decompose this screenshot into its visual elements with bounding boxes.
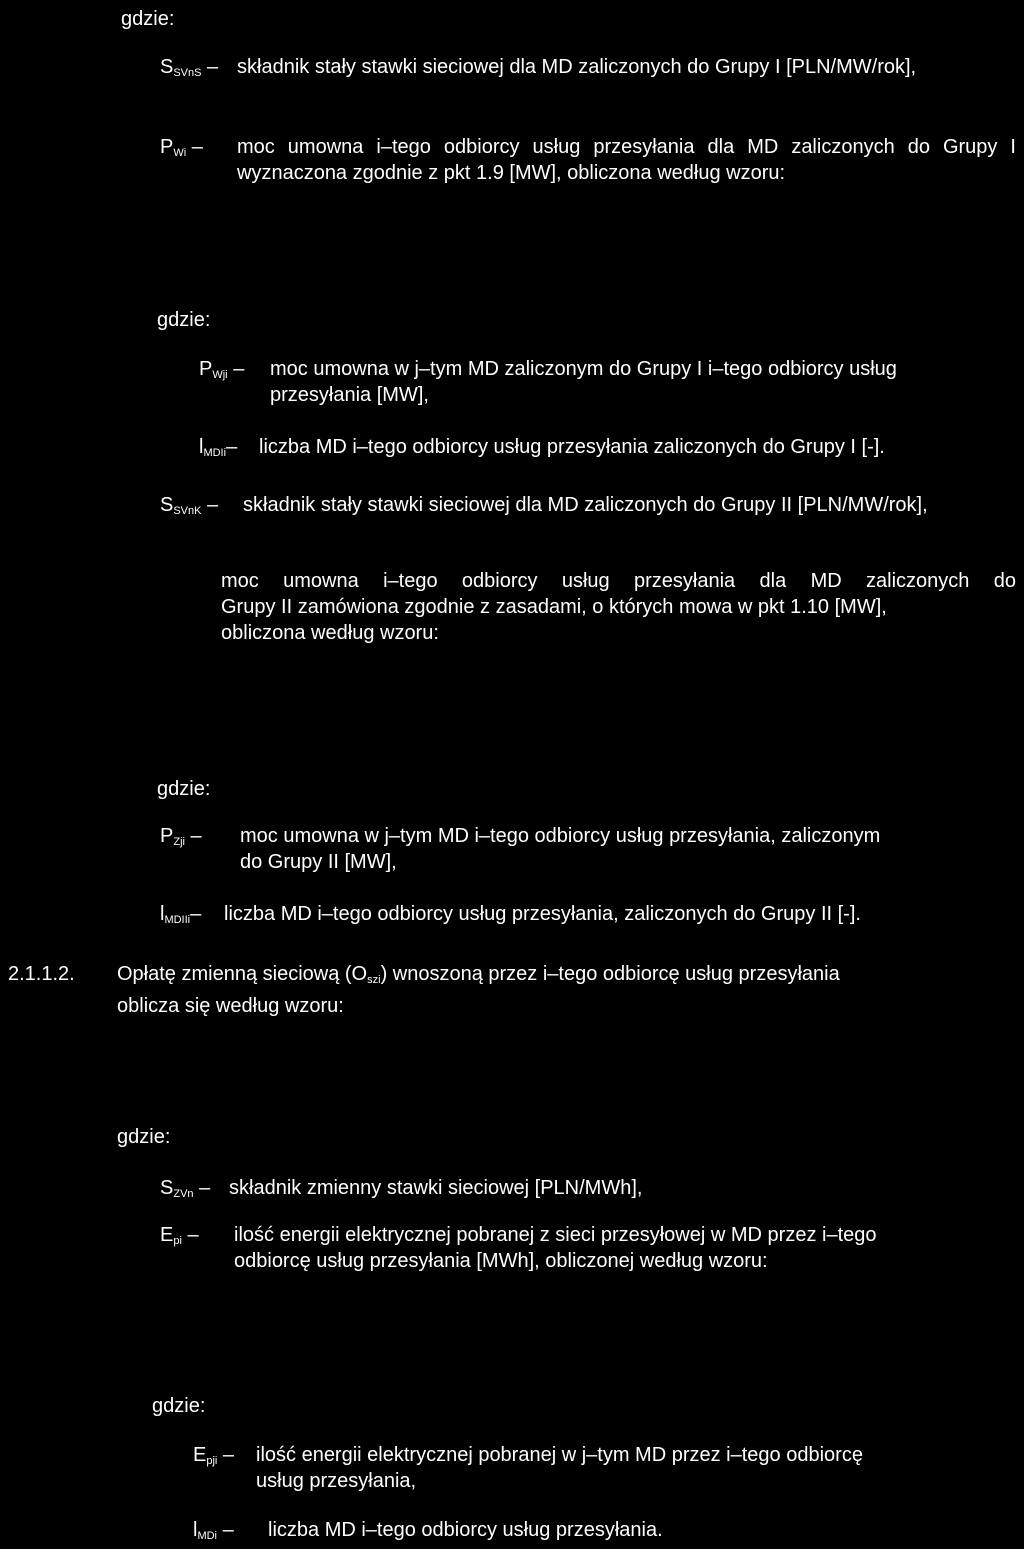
definition-s-svnk: składnik stały stawki sieciowej dla MD zaliczonych do Grupy II [PLN/MW/rok],: [243, 494, 928, 516]
definition-l-mdi: liczba MD i–tego odbiorcy usług przesyłania.: [268, 1519, 663, 1541]
definition-e-pi: ilość energii elektrycznej pobranej z sieci przesyłowej w MD przez i–tego odbiorcę usług przesyłania [MWh], obliczonej według wzoru:: [234, 1224, 877, 1272]
definition-s-svns: składnik stały stawki sieciowej dla MD zaliczonych do Grupy I [PLN/MW/rok],: [237, 56, 917, 78]
symbol-l-mdi: $l_{MDi}$ –: [193, 1519, 234, 1542]
symbol-p-wi: $P_{Wi}$ –: [160, 136, 203, 159]
definition-s-zvn: składnik zmienny stawki sieciowej [PLN/MWh],: [229, 1177, 643, 1199]
symbol-l-mdii: $l_{MDIi}-$: [199, 436, 238, 459]
symbol-l-mdiii: $l_{MDIIi}-$: [160, 903, 202, 926]
definition-p-wi: moc umowna i–tego odbiorcy usług przesyłania dla MD zaliczonych do Grupy I wyznaczona zgodnie z pkt 1.9 [MW], obliczona według wzoru:: [237, 136, 1016, 184]
definition-e-pji: ilość energii elektrycznej pobranej w j–tym MD przez i–tego odbiorcę usług przesyłania,: [256, 1444, 863, 1492]
definition-p-wji: moc umowna w j–tym MD zaliczonym do Grupy I i–tego odbiorcy usług przesyłania [MW],: [270, 358, 897, 406]
definition-p-zji: moc umowna w j–tym MD i–tego odbiorcy usług przesyłania, zaliczonym do Grupy II [MW],: [240, 825, 881, 873]
where-label-5: gdzie:: [152, 1395, 206, 1417]
symbol-s-svnk: $S_{SVnK}$ –: [160, 494, 219, 517]
symbol-e-pji: $E_{pji}$ –: [193, 1444, 235, 1467]
where-label-4: gdzie:: [117, 1126, 171, 1148]
definition-l-mdiii: liczba MD i–tego odbiorcy usług przesyłania, zaliczonych do Grupy II [-].: [224, 903, 861, 925]
symbol-s-svns: $S_{SVnS}$ –: [160, 56, 219, 79]
symbol-s-zvn: $S_{ZVn}$ –: [160, 1177, 211, 1200]
symbol-e-pi: $E_{pi}$ –: [160, 1224, 199, 1247]
where-label-3: gdzie:: [157, 778, 211, 800]
definition-l-mdii: liczba MD i–tego odbiorcy usług przesyłania zaliczonych do Grupy I [-].: [259, 436, 885, 458]
where-label-1: gdzie:: [121, 8, 175, 30]
definition-p-zi: moc umowna i–tego odbiorcy usług przesyłania dla MD zaliczonych do Grupy II zamówiona zgodnie z zasadami, o których mowa w pkt 1.10 [MW], obliczona według wzoru:: [221, 570, 1016, 644]
section-paragraph: Opłatę zmienną sieciową $(O_{szi})$ wnoszoną przez i–tego odbiorcę usług przesyłania oblicza się według wzoru:: [117, 963, 840, 1017]
where-label-2: gdzie:: [157, 309, 211, 331]
symbol-p-zji: $P_{Zji}$ –: [160, 825, 202, 848]
section-number: 2.1.1.2.: [8, 963, 75, 985]
symbol-p-wji: $P_{Wji}$ –: [199, 358, 245, 381]
